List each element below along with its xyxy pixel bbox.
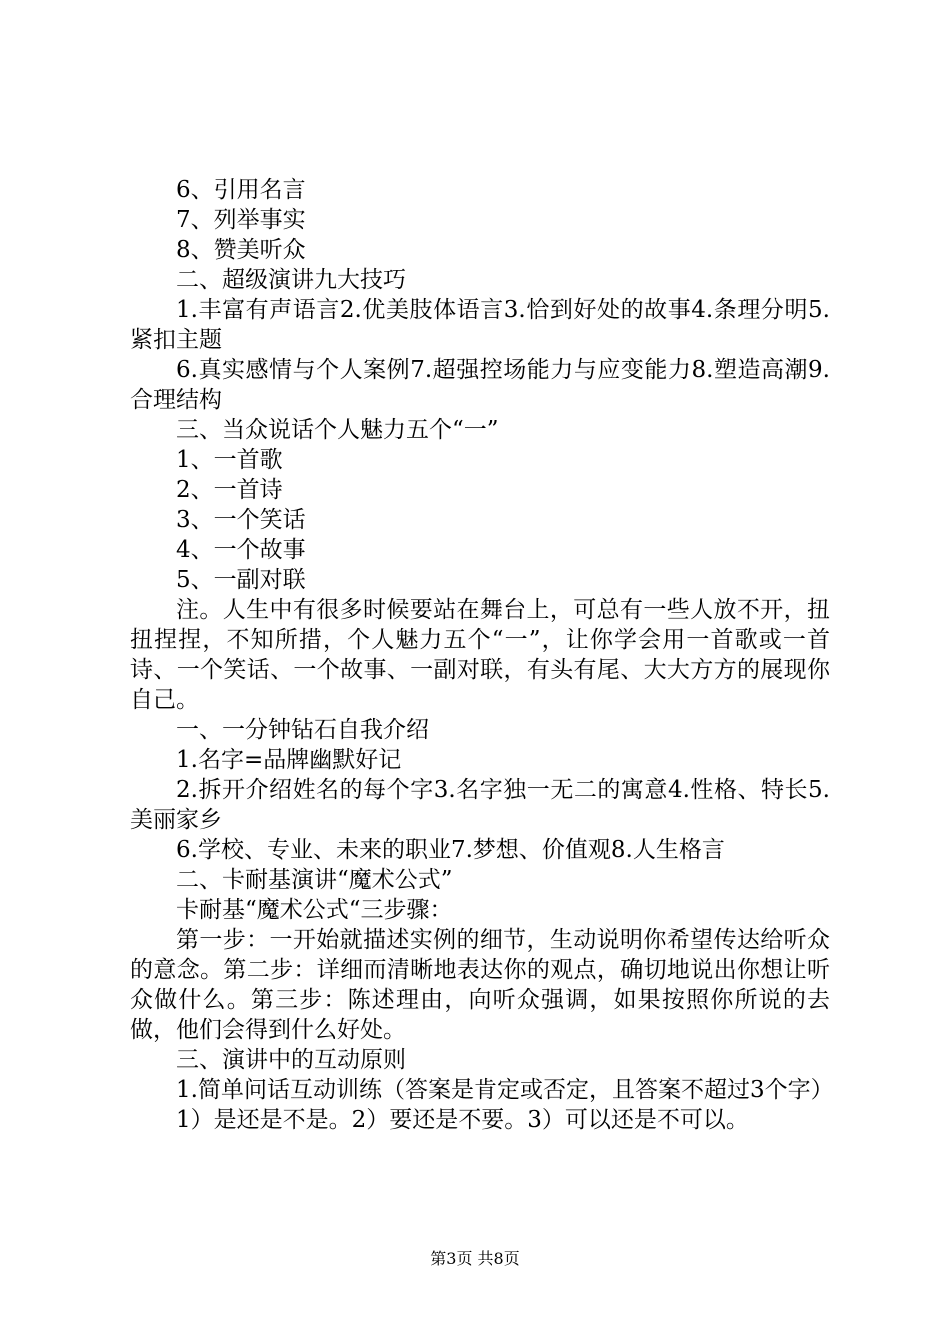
paragraph: 1.名字=品牌幽默好记 [176,747,402,773]
list-item: 5、一副对联 [176,567,306,593]
note-paragraph: 注。人生中有很多时候要站在舞台上，可总有一些人放不开，扭扭捏捏，不知所措，个人魅力五个“一”，让你学会用一首歌或一首诗、一个笑话、一个故事、一副对联，有头有尾、大大方方的展现你自己。 [130,597,830,713]
paragraph: 6.真实感情与个人案例7.超强控场能力与应变能力8.塑造高潮9.合理结构 [130,357,830,413]
section-heading: 三、当众说话个人魅力五个“一” [176,417,499,443]
page-number-footer: 第3页 共8页 [430,1249,520,1268]
list-item: 3、一个笑话 [176,507,306,533]
paragraph: 1）是还是不是。2）要还是不要。3）可以还是不可以。 [176,1107,749,1133]
paragraph: 6.学校、专业、未来的职业7.梦想、价值观8.人生格言 [176,837,725,863]
list-item: 8、赞美听众 [176,237,306,263]
list-item: 1、一首歌 [176,447,283,473]
paragraph: 2.拆开介绍姓名的每个字3.名字独一无二的寓意4.性格、特长5.美丽家乡 [130,777,830,833]
list-item: 6、引用名言 [176,177,306,203]
section-heading: 二、超级演讲九大技巧 [176,267,406,293]
list-item: 4、一个故事 [176,537,306,563]
paragraph: 1.丰富有声语言2.优美肢体语言3.恰到好处的故事4.条理分明5.紧扣主题 [130,297,830,353]
section-heading: 一、一分钟钻石自我介绍 [176,717,429,743]
section-heading: 三、演讲中的互动原则 [176,1047,406,1073]
paragraph: 第一步：一开始就描述实例的细节，生动说明你希望传达给听众的意念。第二步：详细而清晰地表达你的观点，确切地说出你想让听众做什么。第三步：陈述理由，向听众强调，如果按照你所说的去做，他们会得到什么好处。 [130,927,830,1043]
section-heading: 二、卡耐基演讲“魔术公式” [176,867,453,893]
document-body [130,175,834,1135]
list-item: 7、列举事实 [176,207,306,233]
paragraph: 1.简单问话互动训练（答案是肯定或否定，且答案不超过3个字） [176,1077,834,1103]
paragraph: 卡耐基“魔术公式“三步骤： [176,897,453,923]
list-item: 2、一首诗 [176,477,283,503]
